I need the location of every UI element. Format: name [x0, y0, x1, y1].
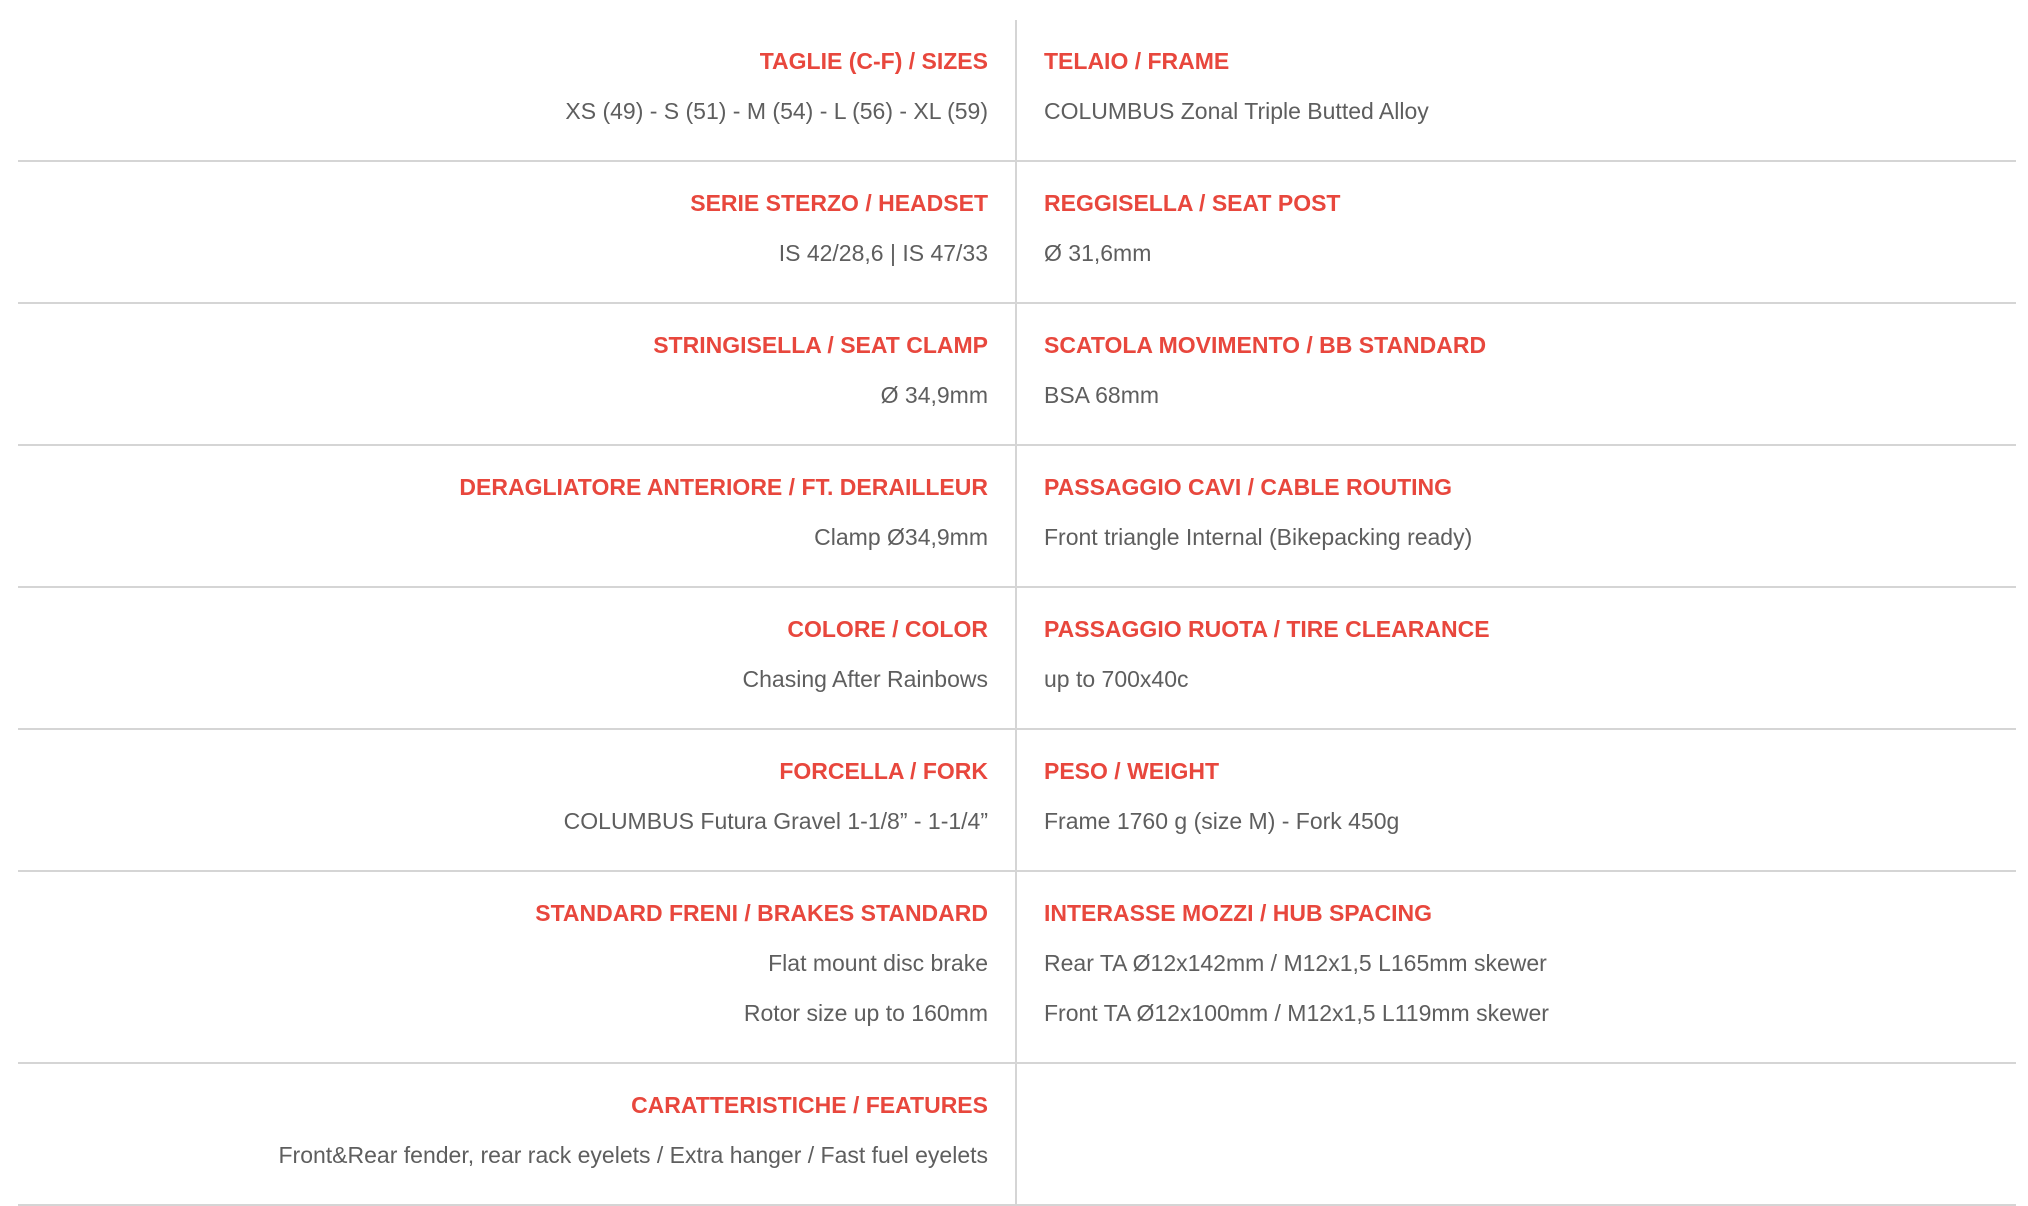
- spec-value: COLUMBUS Futura Gravel 1-1/8” - 1-1/4”: [563, 808, 988, 834]
- spec-cell-bb-standard: [1017, 304, 2016, 444]
- spec-row-derailleur-cable: [18, 446, 2016, 588]
- spec-label: TELAIO / FRAME: [1044, 48, 1230, 74]
- spec-cell-brakes: [18, 872, 1017, 1062]
- spec-cell-features: [18, 1064, 1017, 1204]
- spec-value: up to 700x40c: [1044, 666, 1189, 692]
- spec-value: COLUMBUS Zonal Triple Butted Alloy: [1044, 98, 1429, 124]
- spec-cell-weight: [1017, 730, 2016, 870]
- spec-label: STANDARD FRENI / BRAKES STANDARD: [535, 900, 988, 926]
- spec-value: Front TA Ø12x100mm / M12x1,5 L119mm skewer: [1044, 1000, 1549, 1026]
- spec-cell-hub-spacing: [1017, 872, 2016, 1062]
- spec-label: STRINGISELLA / SEAT CLAMP: [653, 332, 988, 358]
- spec-cell-tire-clearance: [1017, 588, 2016, 728]
- spec-row-color-tire: [18, 588, 2016, 730]
- spec-label: PESO / WEIGHT: [1044, 758, 1220, 784]
- spec-value: Front triangle Internal (Bikepacking ready): [1044, 524, 1473, 550]
- spec-label: FORCELLA / FORK: [779, 758, 988, 784]
- spec-label: INTERASSE MOZZI / HUB SPACING: [1044, 900, 1433, 926]
- spec-cell-frame: [1017, 20, 2016, 160]
- spec-value: XS (49) - S (51) - M (54) - L (56) - XL (59): [565, 98, 988, 124]
- spec-cell-fork: [18, 730, 1017, 870]
- spec-cell-derailleur: [18, 446, 1017, 586]
- spec-row-headset-seatpost: [18, 162, 2016, 304]
- spec-cell-cable-routing: [1017, 446, 2016, 586]
- spec-value: Ø 31,6mm: [1044, 240, 1152, 266]
- spec-value: Rotor size up to 160mm: [743, 1000, 988, 1026]
- spec-label: PASSAGGIO RUOTA / TIRE CLEARANCE: [1044, 616, 1490, 642]
- spec-value: Frame 1760 g (size M) - Fork 450g: [1044, 808, 1400, 834]
- spec-row-brakes-hub: [18, 872, 2016, 1064]
- spec-label: SCATOLA MOVIMENTO / BB STANDARD: [1044, 332, 1487, 358]
- spec-value: Front&Rear fender, rear rack eyelets / Extra hanger / Fast fuel eyelets: [278, 1142, 988, 1168]
- spec-label: COLORE / COLOR: [787, 616, 988, 642]
- spec-label: CARATTERISTICHE / FEATURES: [631, 1092, 988, 1118]
- spec-label: TAGLIE (C-F) / SIZES: [759, 48, 988, 74]
- spec-row-seatclamp-bb: [18, 304, 2016, 446]
- spec-row-sizes-frame: [18, 20, 2016, 162]
- spec-cell-empty: [1017, 1064, 2016, 1204]
- spec-table: [18, 20, 2016, 1206]
- spec-value: IS 42/28,6 | IS 47/33: [778, 240, 988, 266]
- spec-cell-seat-clamp: [18, 304, 1017, 444]
- spec-label: REGGISELLA / SEAT POST: [1044, 190, 1341, 216]
- spec-label: SERIE STERZO / HEADSET: [690, 190, 988, 216]
- spec-value: BSA 68mm: [1044, 382, 1160, 408]
- spec-value: Clamp Ø34,9mm: [814, 524, 988, 550]
- spec-value: Ø 34,9mm: [880, 382, 988, 408]
- spec-label: DERAGLIATORE ANTERIORE / FT. DERAILLEUR: [459, 474, 988, 500]
- spec-value: Chasing After Rainbows: [742, 666, 988, 692]
- spec-label: PASSAGGIO CAVI / CABLE ROUTING: [1044, 474, 1453, 500]
- spec-value: Flat mount disc brake: [768, 950, 988, 976]
- spec-row-features: [18, 1064, 2016, 1206]
- spec-cell-color: [18, 588, 1017, 728]
- spec-cell-seat-post: [1017, 162, 2016, 302]
- spec-value: Rear TA Ø12x142mm / M12x1,5 L165mm skewer: [1044, 950, 1547, 976]
- spec-cell-sizes: [18, 20, 1017, 160]
- spec-cell-headset: [18, 162, 1017, 302]
- spec-row-fork-weight: [18, 730, 2016, 872]
